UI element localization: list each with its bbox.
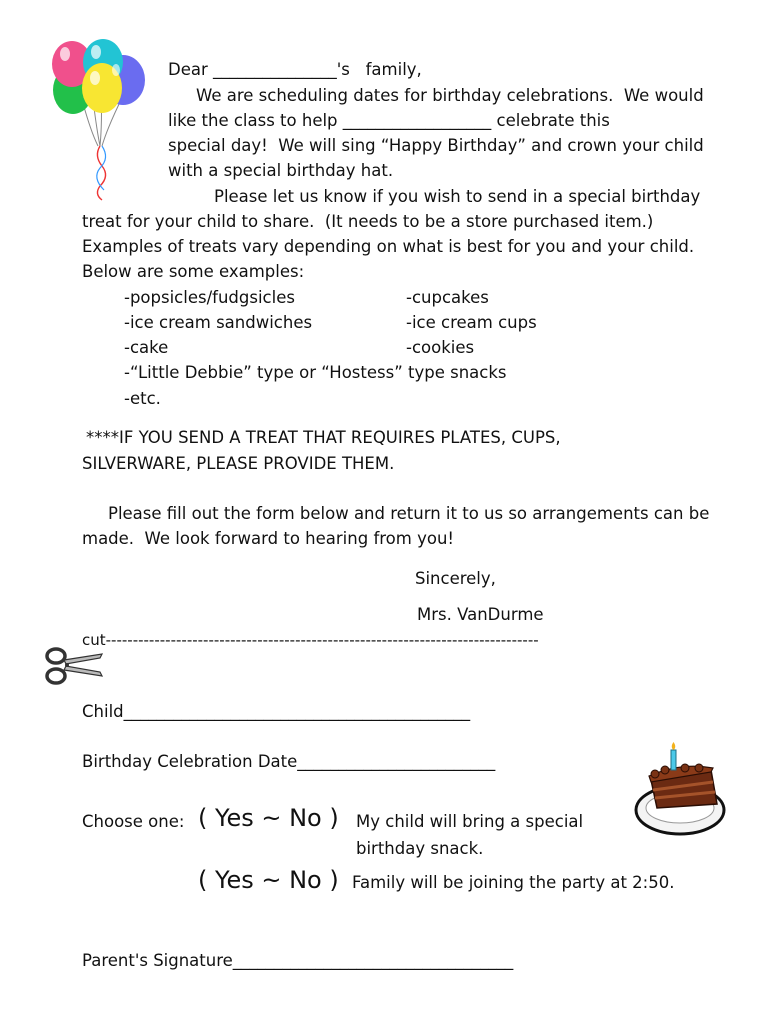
- party-yes-no-choice[interactable]: ( Yes ~ No ): [198, 866, 339, 894]
- example-left-2: -ice cream sandwiches: [124, 313, 313, 332]
- closing: Sincerely,: [415, 569, 496, 588]
- snack-yes-no-choice[interactable]: ( Yes ~ No ): [198, 804, 339, 832]
- parent-signature-field[interactable]: Parent's Signature__________________________________: [82, 951, 514, 970]
- snack-option-text-1: My child will bring a special: [356, 812, 584, 831]
- example-left-3: -cake: [124, 338, 169, 357]
- example-right-1: -cupcakes: [406, 288, 489, 307]
- example-right-2: -ice cream cups: [406, 313, 537, 332]
- scissors-icon: [44, 644, 106, 688]
- paragraph-2-line-2: treat for your child to share. (It needs to be a store purchased item.): [82, 212, 654, 231]
- notice-line-2: SILVERWARE, PLEASE PROVIDE THEM.: [82, 454, 395, 473]
- child-field[interactable]: Child__________________________________________: [82, 702, 471, 721]
- paragraph-1-line-3: special day! We will sing “Happy Birthday” and crown your child: [168, 136, 704, 155]
- paragraph-2-line-1: Please let us know if you wish to send in a special birthday: [214, 187, 701, 206]
- example-right-3: -cookies: [406, 338, 475, 357]
- example-left-5: -etc.: [124, 389, 161, 408]
- cake-slice-icon: [633, 742, 729, 840]
- paragraph-3-line-1: Please fill out the form below and return it to us so arrangements can be: [108, 504, 710, 523]
- celebration-date-field[interactable]: Birthday Celebration Date________________________: [82, 752, 496, 771]
- choose-one-label: Choose one:: [82, 812, 185, 831]
- greeting: Dear _______________'s family,: [168, 60, 422, 79]
- cut-line: cut--------------------------------------------------------------------------------: [82, 631, 539, 649]
- party-option-text: Family will be joining the party at 2:50.: [352, 873, 675, 892]
- teacher-signature: Mrs. VanDurme: [417, 605, 544, 624]
- paragraph-3-line-2: made. We look forward to hearing from you!: [82, 529, 455, 548]
- snack-option-text-2: birthday snack.: [356, 839, 484, 858]
- example-left-1: -popsicles/fudgsicles: [124, 288, 295, 307]
- balloons-icon: [48, 36, 158, 201]
- paragraph-1-line-4: with a special birthday hat.: [168, 161, 394, 180]
- example-left-4: -“Little Debbie” type or “Hostess” type snacks: [124, 363, 507, 382]
- paragraph-1-line-1: We are scheduling dates for birthday celebrations. We would: [196, 86, 704, 105]
- paragraph-2-line-4: Below are some examples:: [82, 262, 305, 281]
- paragraph-2-line-3: Examples of treats vary depending on what is best for you and your child.: [82, 237, 695, 256]
- paragraph-1-line-2: like the class to help __________________ celebrate this: [168, 111, 610, 130]
- notice-line-1: ****IF YOU SEND A TREAT THAT REQUIRES PLATES, CUPS,: [86, 428, 561, 447]
